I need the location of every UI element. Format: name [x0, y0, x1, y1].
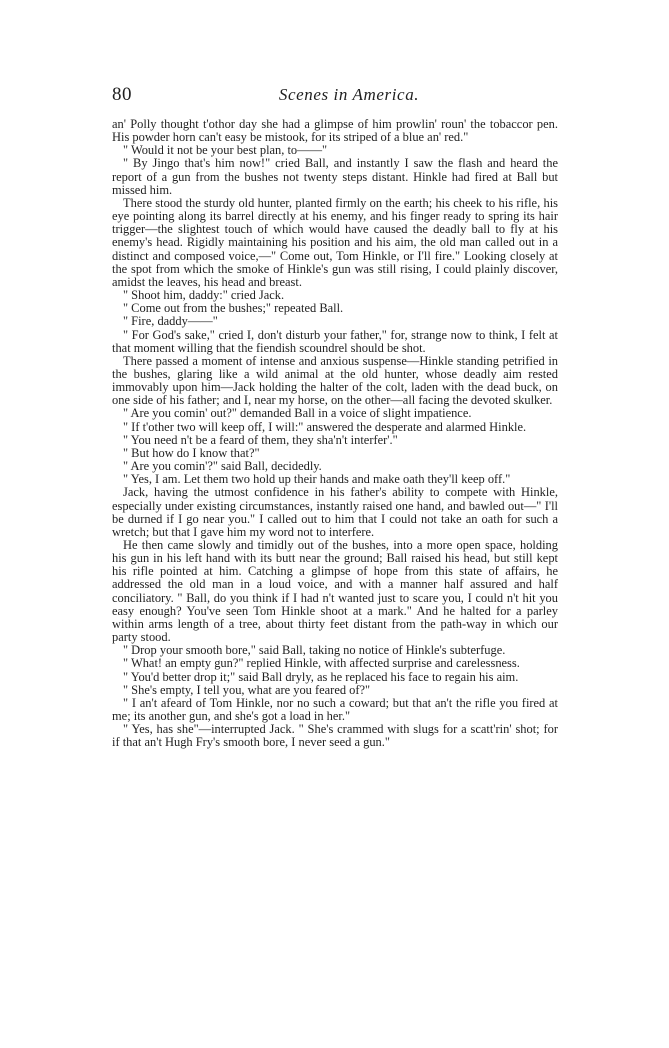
page-number: 80: [112, 84, 132, 105]
paragraph: " Come out from the bushes;" repeated Ball.: [123, 301, 344, 316]
paragraph: There stood the sturdy old hunter, planted firmly on the earth; his cheek to his rifle, his eye pointing along its barrel directly at his enemy, and his finger ready to spring its hair trigger—the slightest touch of which would have caused the deadly ball to fly at his enemy's head. Rigidly maintaining his position and his aim, the old man called out in a distinct and composed voice,—" Come out, Tom Hinkle, or I'll fire." Looking closely at the spot from which the smoke of Hinkle's gun was still rising, I could plainly discover, amidst the leaves, his head and breast.: [112, 195, 558, 289]
paragraph: " You'd better drop it;" said Ball dryly, as he replaced his face to regain his aim.: [123, 669, 519, 684]
paragraph: " What! an empty gun?" replied Hinkle, with affected surprise and carelessness.: [123, 656, 520, 671]
body-text: [112, 118, 558, 750]
paragraph: There passed a moment of intense and anxious suspense—Hinkle standing petrified in the bushes, glaring like a wild animal at the old hunter, whose deadly aim rested immovably upon him—Jack holding the halter of the colt, laden with the dead buck, on one side of his father; and I, near my horse, on the other—all facing the devoted skulker.: [112, 353, 558, 408]
paragraph: " Shoot him, daddy:" cried Jack.: [123, 288, 285, 303]
paragraph: " Drop your smooth bore," said Ball, taking no notice of Hinkle's subterfuge.: [123, 643, 506, 658]
paragraph: " You need n't be a feard of them, they sha'n't interfer'.": [123, 432, 398, 447]
paragraph: " By Jingo that's him now!" cried Ball, and instantly I saw the flash and heard the report of a gun from the bushes not twenty steps distant. Hinkle had fired at Ball but missed him.: [112, 156, 558, 197]
paragraph: " I an't afeard of Tom Hinkle, nor no such a coward; but that an't the rifle you fired at me; its another gun, and she's got a load in her.": [112, 695, 558, 724]
paragraph: " Would it not be your best plan, to——": [123, 143, 328, 158]
paragraph: " But how do I know that?": [123, 445, 260, 460]
page-header: [112, 84, 556, 108]
paragraph: " She's empty, I tell you, what are you feared of?": [123, 682, 371, 697]
paragraph: " For God's sake," cried I, don't disturb your father," for, strange now to think, I felt at that moment willing that the fiendish scoundrel should be shot.: [112, 327, 558, 355]
paragraph: " If t'other two will keep off, I will:" answered the desperate and alarmed Hinkle.: [123, 419, 527, 434]
paragraph: " Yes, I am. Let them two hold up their hands and make oath they'll keep off.": [123, 472, 511, 487]
paragraph: He then came slowly and timidly out of the bushes, into a more open space, holding his gun in his left hand with its butt near the ground; Ball raised his head, but still kept his rifle pointed at him. Catching a glimpse of hope from this state of affairs, he addressed the old man in a loud voice, and with a manner half assured and half conciliatory. " Ball, do you think if I had n't wanted just to scare you, I could n't hit you easy enough? You've seen Tom Hinkle shoot at a mark." And he halted for a parley within arms length of a tree, about thirty feet distant from the path-way in which our party stood.: [112, 538, 558, 645]
running-head: Scenes in America.: [278, 85, 420, 104]
paragraph: an' Polly thought t'othor day she had a glimpse of him prowlin' roun' the tobaccor pen. His powder horn can't easy be mistook, for its striped of a blue an' red.": [112, 117, 558, 145]
paragraph: Jack, having the utmost confidence in his father's ability to compete with Hinkle, especially under existing circumstances, instantly raised one hand, and bawled out—" I'll be durned if I go near you." I called out to him that I could not take an oath for such a wretch; but that I gave him my word not to interfere.: [112, 485, 558, 539]
paragraph: " Fire, daddy——": [123, 314, 218, 329]
paragraph: " Are you comin' out?" demanded Ball in a voice of slight impatience.: [123, 406, 472, 421]
paragraph: " Are you comin'?" said Ball, decidedly.: [123, 459, 322, 474]
paragraph: " Yes, has she"—interrupted Jack. " She's crammed with slugs for a scatt'rin' shot; for if that an't Hugh Fry's smooth bore, I never seed a gun.": [112, 722, 558, 750]
